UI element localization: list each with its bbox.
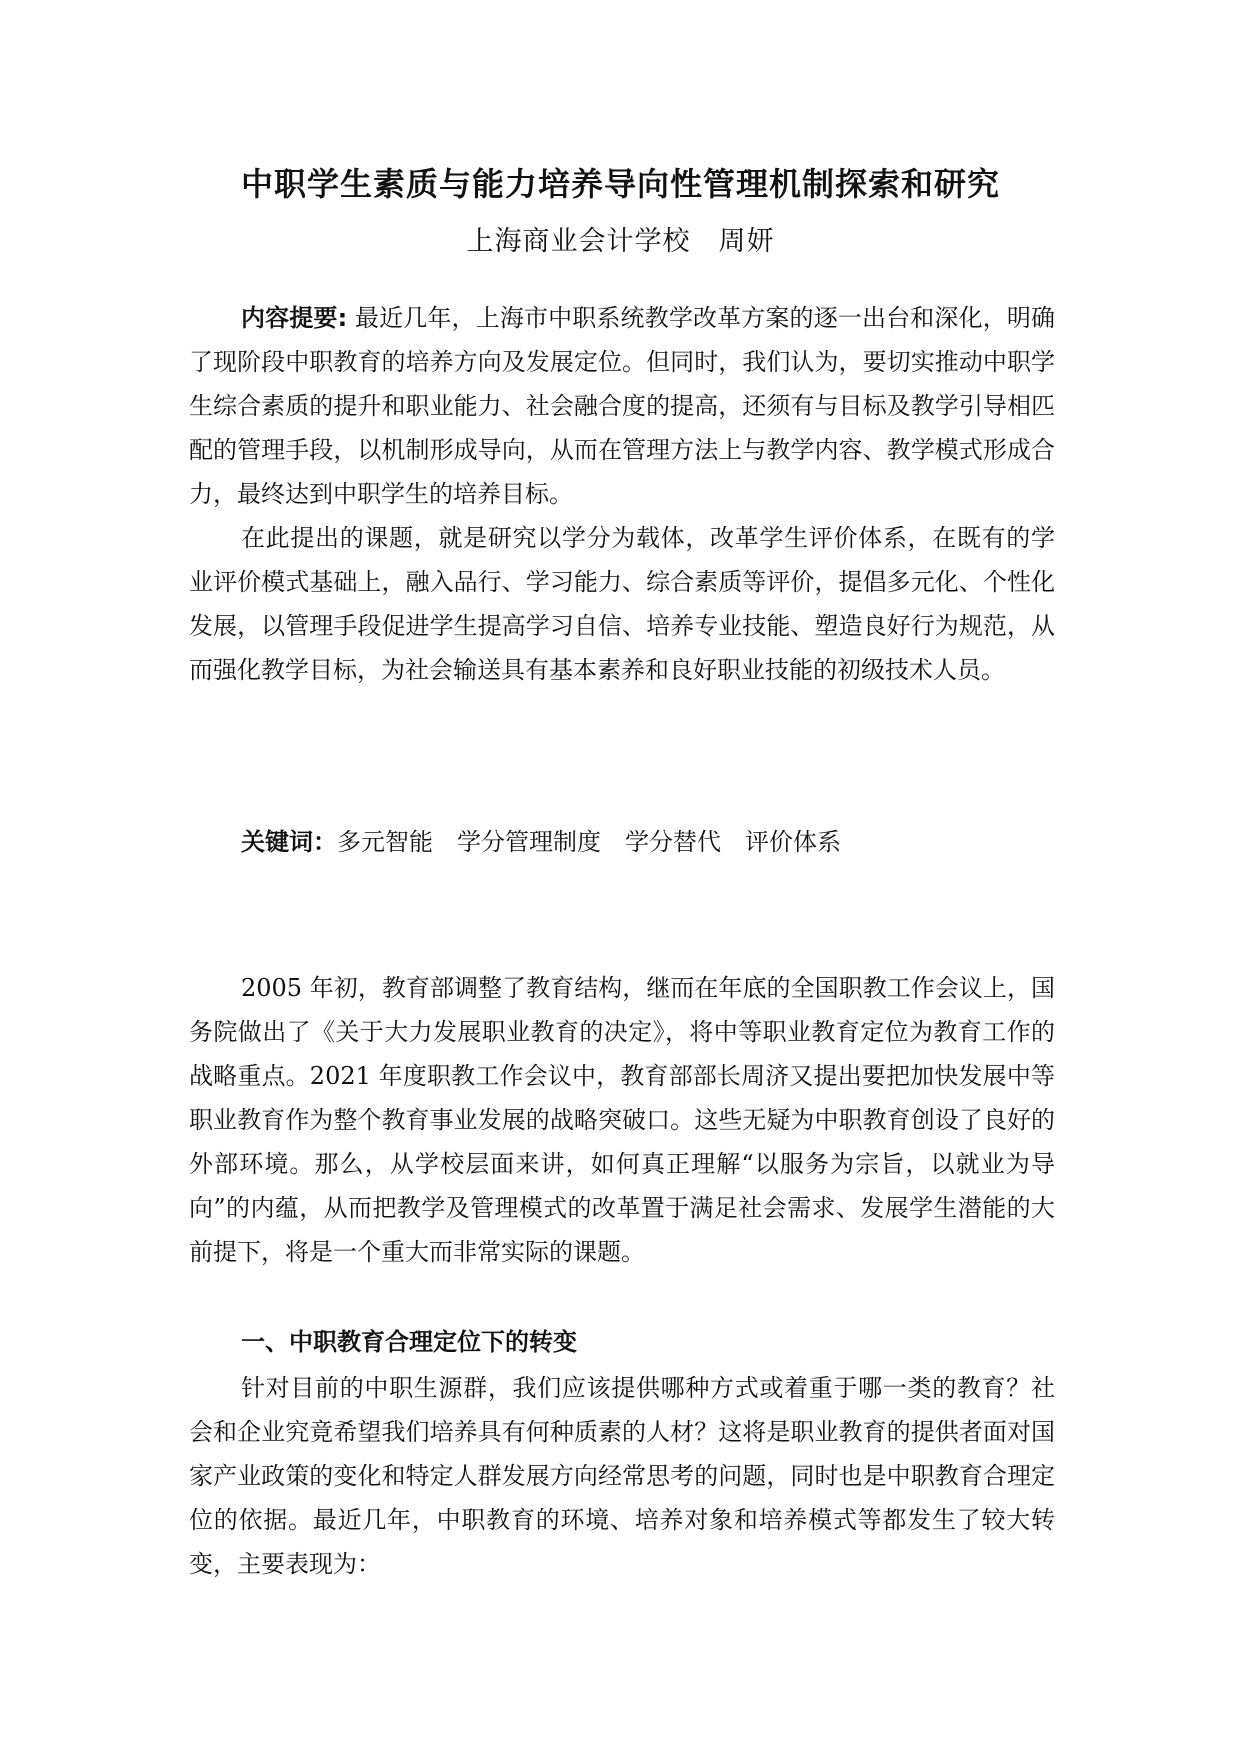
abstract-label: 内容提要: xyxy=(241,304,348,332)
abstract-paragraph-2 xyxy=(189,516,1055,692)
keywords-line xyxy=(241,820,865,864)
abstract-text-2: 在此提出的课题，就是研究以学分为载体，改革学生评价体系，在既有的学业评价模式基础上，融入品行、学习能力、综合素质等评价，提倡多元化、个性化发展，以管理手段促进学生提高学习自信、培养专业技能、塑造良好行为规范，从而强化教学目标，为社会输送具有基本素养和良好职业技能的初级技术人员。 xyxy=(189,524,1055,684)
section-1-heading: 一、中职教育合理定位下的转变 xyxy=(241,1328,577,1356)
section-1-text: 针对目前的中职生源群，我们应该提供哪种方式或着重于哪一类的教育？社会和企业究竟希望我们培养具有何种质素的人材？这将是职业教育的提供者面对国家产业政策的变化和特定人群发展方向经常思考的问题，同时也是中职教育合理定位的依据。最近几年，中职教育的环境、培养对象和培养模式等都发生了较大转变，主要表现为： xyxy=(189,1374,1055,1578)
author-line xyxy=(0,222,1241,262)
abstract-text-1: 最近几年，上海市中职系统教学改革方案的逐一出台和深化，明确了现阶段中职教育的培养方向及发展定位。但同时，我们认为，要切实推动中职学生综合素质的提升和职业能力、社会融合度的提高，还须有与目标及教学引导相匹配的管理手段，以机制形成导向，从而在管理方法上与教学内容、教学模式形成合力，最终达到中职学生的培养目标。 xyxy=(189,304,1055,508)
author-name: 周妍 xyxy=(718,226,775,257)
intro-text: 2005 年初，教育部调整了教育结构，继而在年底的全国职教工作会议上，国务院做出了《关于大力发展职业教育的决定》，将中等职业教育定位为教育工作的战略重点。2021 年度职教工作会议中，教育部部长周济又提出要把加快发展中等职业教育作为整个教育事业发展的战略突破口。这些无疑为中职教育创设了良好的外部环境。那么，从学校层面来讲，如何真正理解“以服务为宗旨，以就业为导向”的内蕴，从而把教学及管理模式的改革置于满足社会需求、发展学生潜能的大前提下，将是一个重大而非常实际的课题。 xyxy=(189,974,1055,1266)
intro-paragraph xyxy=(189,966,1055,1274)
section-1-paragraph xyxy=(189,1366,1055,1586)
keywords-label: 关键词： xyxy=(241,828,337,856)
paper-title: 中职学生素质与能力培养导向性管理机制探索和研究 xyxy=(240,165,1000,203)
keyword-item: 学分替代 xyxy=(625,828,721,856)
author-school: 上海商业会计学校 xyxy=(466,226,691,257)
keyword-item: 学分管理制度 xyxy=(457,828,601,856)
keyword-item: 评价体系 xyxy=(745,828,841,856)
abstract-paragraph-1 xyxy=(189,296,1055,516)
keyword-item: 多元智能 xyxy=(337,828,433,856)
